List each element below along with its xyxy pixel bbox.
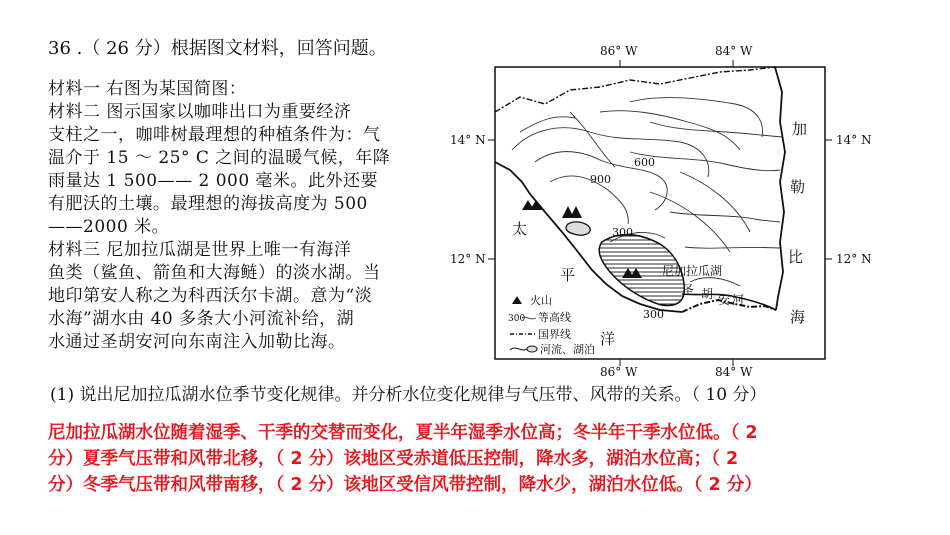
nicaragua-map [450,42,872,379]
pacific-label: 平 [560,266,576,284]
material-line: 支柱之一，咖啡树最理想的种植条件为：气 [48,125,381,145]
caribbean-label: 勒 [790,178,806,196]
legend-label: 火山 [530,294,552,307]
river-label: 胡 [701,287,714,301]
legend-label: 等高线 [538,311,571,324]
lat-label-right: 14° N [836,133,872,147]
pacific-label: 太 [512,220,528,238]
question-heading: 36 .（ 26 分）根据图文材料，回答问题。 [48,38,387,59]
contour-label: 900 [590,173,611,186]
answer-line: 分）冬季气压带和风带南移，（ 2 分）该地区受信风带控制，降水少，湖泊水位低。（ 2 分） [48,475,762,495]
answer-block [48,420,888,498]
material-line: 温介于 15 ～ 25° C 之间的温暖气候，年降 [48,148,391,168]
caribbean-label: 比 [788,248,804,266]
legend-lake-shape [527,346,537,352]
lon-label-bottom: 84° W [715,365,753,379]
lat-label-right: 12° N [836,252,872,266]
contour-label: 300 [643,308,664,321]
answer-line: 尼加拉瓜湖水位随着湿季、干季的交替而变化，夏半年湿季水位高；冬半年干季水位低。（ 2 [48,423,758,443]
material-line: 材料三 尼加拉瓜湖是世界上唯一有海洋 [48,240,352,260]
material-line: 鱼类（鲨鱼、箭鱼和大海鲢）的淡水湖。当 [48,263,381,283]
material-line: 水通过圣胡安河向东南注入加勒比海。 [48,332,346,352]
contour-label: 300 [612,226,633,239]
lon-label-bottom: 86° W [600,365,638,379]
lake-nicaragua-label: 尼加拉瓜湖 [662,264,723,278]
river-label: 安 [718,293,731,307]
material-line: 雨量达 1 500—— 2 000 毫米。此外还要 [48,171,379,191]
legend-label: 河流、湖泊 [540,343,595,356]
material-line: ——2000 米。 [48,217,170,237]
material-line: 水海”湖水由 40 多条大小河流补给，湖 [48,309,355,329]
lon-label-top: 86° W [600,44,638,58]
material-line: 有肥沃的土壤。最理想的海拔高度为 500 [48,194,368,214]
contour-label: 600 [634,156,655,169]
lat-label-left: 12° N [450,252,486,266]
legend-label: 国界线 [538,328,571,341]
legend-contour-value: 300 [508,314,526,324]
answer-line: 分）夏季气压带和风带北移，（ 2 分）该地区受赤道低压控制，降水多，湖泊水位高；（ 2 [48,449,739,469]
lat-label-left: 14° N [450,133,486,147]
lon-label-top: 84° W [715,44,753,58]
material-line: 材料二 图示国家以咖啡出口为重要经济 [48,102,352,122]
caribbean-label: 加 [792,120,808,138]
pacific-label: 洋 [600,330,616,348]
river-label: 圣 [682,283,695,297]
river-label: 河 [732,293,745,307]
material-line: 材料一 右图为某国简图： [48,79,247,99]
material-line: 地印第安人称之为科西沃尔卡湖。意为“淡 [48,286,373,306]
sub-question: (1) 说出尼加拉瓜湖水位季节变化规律。并分析水位变化规律与气压带、风带的关系。（ 10 分） [50,385,767,405]
caribbean-label: 海 [790,308,806,326]
